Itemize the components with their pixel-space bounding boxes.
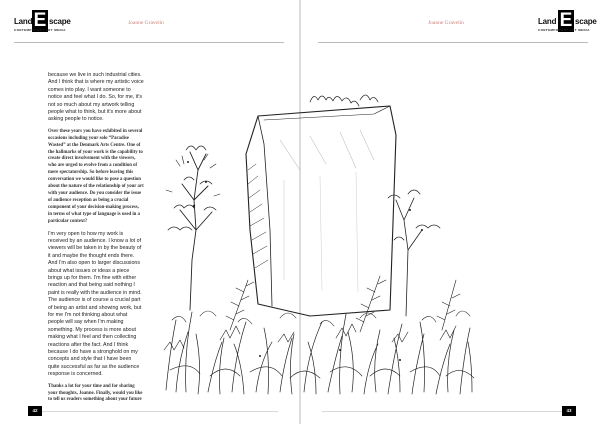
left-tree xyxy=(180,152,212,310)
magazine-logo xyxy=(14,10,74,32)
answer-paragraph: because we live in such industrial cities. And I think that is where my artistic voice comes into play. I want someone to notice and feel what I do. So, for me, it's not so much about my artwork telling people what to think, but it's more about asking people to notice. xyxy=(48,72,144,123)
answer-paragraph: I'm very open to how my work is received by an audience. I know a lot of viewers will be taken in by the beauty of it and maybe the thought ends there. And I'm also open to larger discussions about what issues or ideas a piece brings up for them. I'm fine with either reaction and that being said nothing I paint is really with the audience in mind. The audience is of course a crucial part of being an artist and showing work, but for me I'm not thinking about what people will say when I'm making something. My process is more about making what I feel and then collecting reactions after the fact. And I think because I do have a stronghold on my concepts and style that I have been quite successful as far as the audience response is concerned. xyxy=(48,230,142,378)
header-rule xyxy=(318,42,588,43)
question-paragraph: Over these years you have exhibited in several occasions including your solo “Paradise Wasted” at the Denmark Arts Centre. One of the hallmarks of your work is the capability to create direct involvement with the viewers, who are urged to evolve from a condition of mere spectatorship. So before leaving this conversation we would like to pose a question about the nature of the relationship of your art with your audience. Do you consider the issue of audience reception as being a crucial component of your decision-making process, in terms of what type of language is used in a particular context? xyxy=(48,128,144,224)
ink-sketch-illustration xyxy=(160,80,486,398)
logo-word-scape: scape xyxy=(49,17,71,26)
footer-rule xyxy=(322,411,570,412)
question-paragraph: Thanks a lot for your time and for sharing your thoughts, Joanne. Finally, would you like to tell us readers something about your future xyxy=(48,383,143,403)
running-author: Joanne Gravelin xyxy=(128,20,164,26)
page-number-left: 42 xyxy=(28,406,42,416)
logo-letter-e: E xyxy=(559,10,573,31)
rooftop-plants xyxy=(310,95,378,106)
logo-word-land: Land xyxy=(538,17,557,26)
interview-text-column xyxy=(48,72,144,409)
logo-letter-e: E xyxy=(33,10,47,31)
logo-word-land: Land xyxy=(14,17,33,26)
block-front-edge xyxy=(258,116,272,306)
logo-word-scape: scape xyxy=(575,17,597,26)
header-rule xyxy=(14,42,284,43)
logo-tagline: CONTEMPORARY ART MEDIA xyxy=(538,28,590,32)
page-number-right: 43 xyxy=(562,406,576,416)
right-tree xyxy=(396,198,422,316)
footer-rule xyxy=(30,411,278,412)
running-author: Joanne Gravelin xyxy=(428,20,464,26)
logo-tagline: CONTEMPORARY ART MEDIA xyxy=(14,28,66,32)
magazine-logo xyxy=(538,10,598,32)
foreground-grass xyxy=(166,312,472,394)
